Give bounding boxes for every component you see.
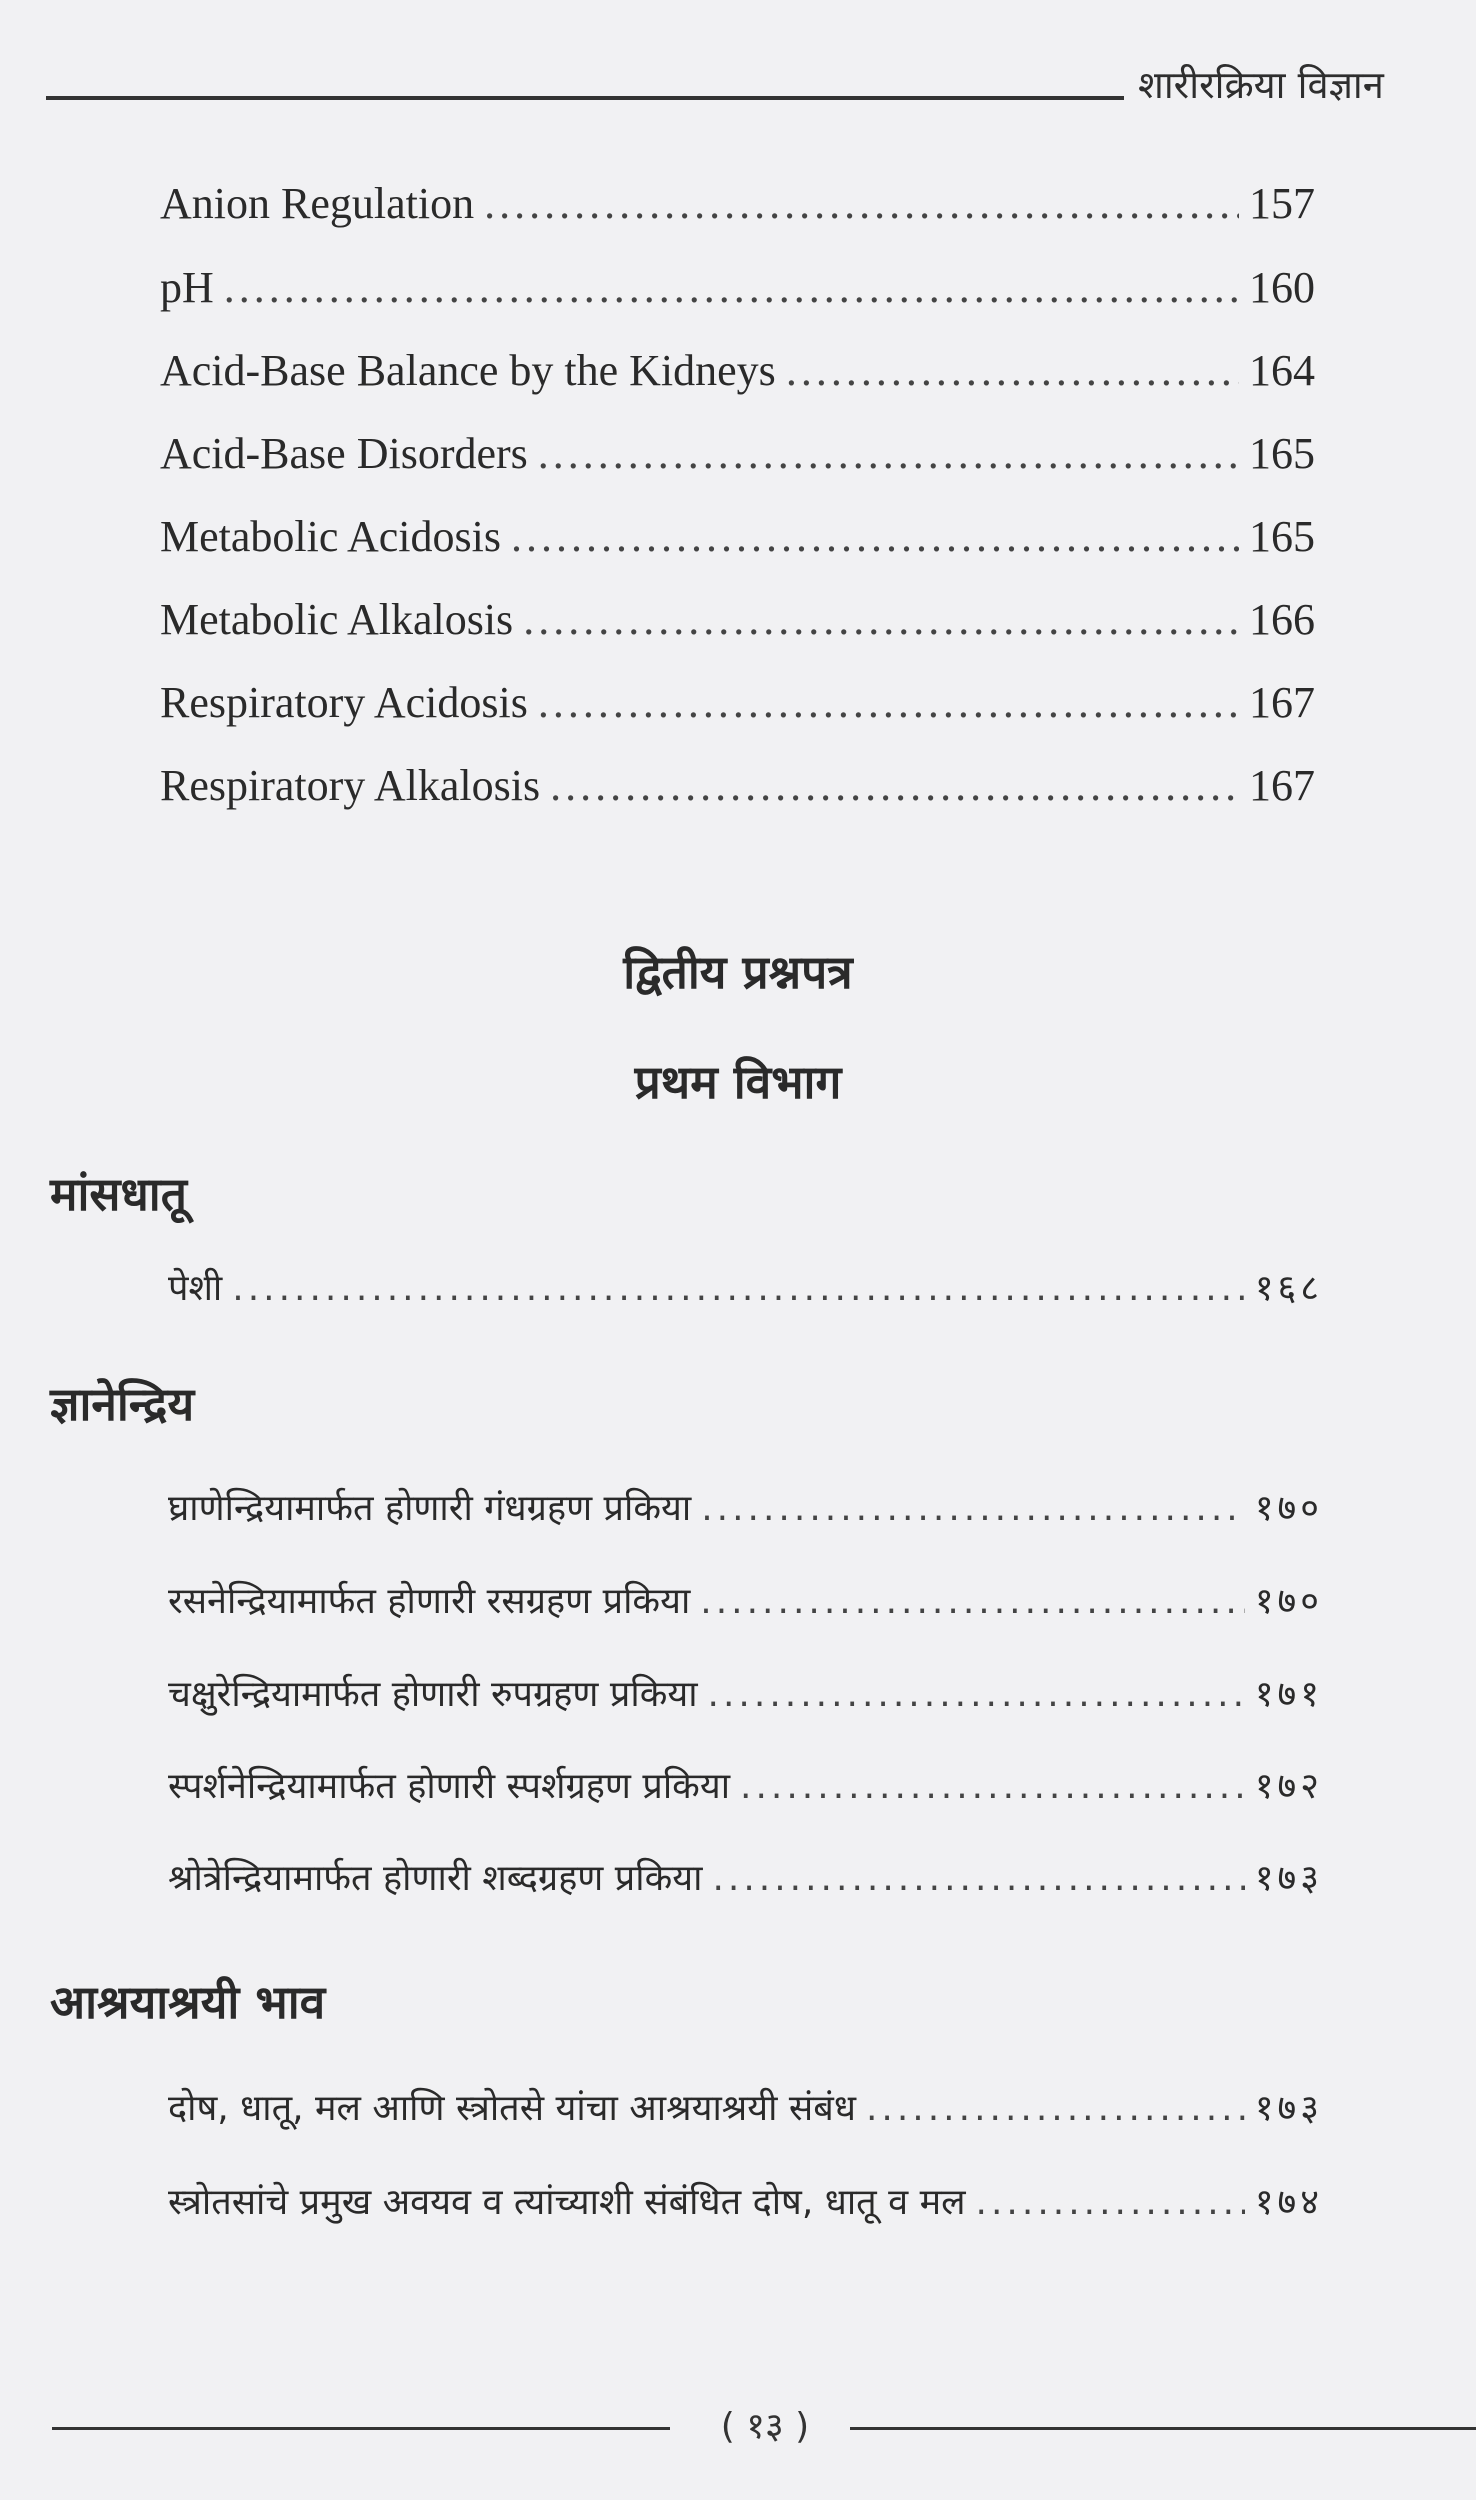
leader-dots xyxy=(712,1858,1244,1899)
toc-entry-metabolic-acidosis[interactable] xyxy=(160,511,1315,562)
toc-entry-chakshurendriya[interactable] xyxy=(168,1668,1323,1717)
toc-entry-page: 164 xyxy=(1249,346,1315,395)
toc-entry-page: १७० xyxy=(1254,1488,1323,1529)
section-heading-ashrayashrayi-bhav: आश्रयाश्रयी भाव xyxy=(50,1975,326,2029)
footer-rule-right xyxy=(850,2427,1476,2430)
leader-dots xyxy=(976,2182,1245,2223)
leader-dots xyxy=(232,1268,1245,1309)
toc-entry-label: Respiratory Acidosis xyxy=(160,678,528,727)
leader-dots xyxy=(550,760,1239,811)
running-header-title: शारीरक्रिया विज्ञान xyxy=(1138,63,1384,107)
part-title: द्वितीय प्रश्नपत्र xyxy=(623,945,853,999)
leader-dots xyxy=(511,511,1239,562)
leader-dots xyxy=(700,1581,1245,1622)
toc-entry-dosha-dhatu-mala-srotas[interactable] xyxy=(168,2082,1323,2131)
leader-dots xyxy=(708,1674,1245,1715)
part-subtitle: प्रथम विभाग xyxy=(634,1055,842,1109)
footer-page-number: ( १३ ) xyxy=(720,2406,810,2447)
toc-entry-respiratory-alkalosis[interactable] xyxy=(160,760,1315,811)
toc-entry-label: घ्राणेन्द्रियामार्फत होणारी गंधग्रहण प्रकिया xyxy=(168,1488,692,1529)
toc-entry-peshi[interactable] xyxy=(168,1262,1323,1311)
toc-entry-label: श्रोत्रेन्द्रियामार्फत होणारी शब्दग्रहण प्रकिया xyxy=(168,1858,703,1899)
toc-entry-label: स्त्रोतसांचे प्रमुख अवयव व त्यांच्याशी संबंधित दोष, धातू व मल xyxy=(168,2182,966,2223)
footer-rule-left xyxy=(52,2427,670,2430)
toc-entry-page: १७२ xyxy=(1254,1766,1323,1807)
toc-entry-page: 167 xyxy=(1249,761,1315,810)
toc-entry-label: Metabolic Alkalosis xyxy=(160,595,514,644)
leader-dots xyxy=(523,594,1239,645)
toc-entry-page: 165 xyxy=(1249,429,1315,478)
toc-entry-metabolic-alkalosis[interactable] xyxy=(160,594,1315,645)
toc-entry-anion-regulation[interactable] xyxy=(160,178,1315,229)
toc-entry-page: १७१ xyxy=(1254,1674,1323,1715)
toc-entry-respiratory-acidosis[interactable] xyxy=(160,677,1315,728)
leader-dots xyxy=(484,178,1239,229)
toc-entry-acid-base-disorders[interactable] xyxy=(160,428,1315,479)
toc-entry-page: 160 xyxy=(1249,263,1315,312)
toc-entry-label: pH xyxy=(160,263,214,312)
toc-entry-page: १७४ xyxy=(1254,2182,1323,2223)
toc-entry-ph[interactable] xyxy=(160,262,1315,313)
leader-dots xyxy=(224,262,1239,313)
toc-entry-page: १७३ xyxy=(1254,2088,1323,2129)
toc-entry-page: १७३ xyxy=(1254,1858,1323,1899)
toc-entry-page: १७० xyxy=(1254,1581,1323,1622)
toc-entry-rasanendriya[interactable] xyxy=(168,1575,1323,1624)
header-rule xyxy=(46,96,1124,100)
toc-entry-sparshanendriya[interactable] xyxy=(168,1760,1323,1809)
section-heading-mamsadhatu: मांसधातू xyxy=(50,1167,187,1221)
toc-entry-label: Acid-Base Balance by the Kidneys xyxy=(160,346,776,395)
leader-dots xyxy=(740,1766,1245,1807)
toc-entry-label: Anion Regulation xyxy=(160,179,475,228)
toc-entry-page: १६८ xyxy=(1254,1268,1323,1309)
toc-entry-ghranendriya[interactable] xyxy=(168,1482,1323,1531)
section-heading-jnanendriya: ज्ञानेन्द्रिय xyxy=(50,1377,195,1431)
toc-entry-label: चक्षुरेन्द्रियामार्फत होणारी रुपग्रहण प्रकिया xyxy=(168,1674,698,1715)
leader-dots xyxy=(866,2088,1245,2129)
toc-entry-label: Acid-Base Disorders xyxy=(160,429,528,478)
toc-entry-acid-base-kidneys[interactable] xyxy=(160,345,1315,396)
toc-entry-label: दोष, धातू, मल आणि स्त्रोतसे यांचा आश्रयाश्रयी संबंध xyxy=(168,2088,856,2129)
toc-entry-shrotrendriya[interactable] xyxy=(168,1852,1323,1901)
leader-dots xyxy=(538,677,1239,728)
toc-entry-page: 167 xyxy=(1249,678,1315,727)
toc-entry-page: 165 xyxy=(1249,512,1315,561)
toc-entry-page: 157 xyxy=(1249,179,1315,228)
toc-entry-srotas-avayava[interactable] xyxy=(168,2176,1323,2225)
toc-entry-label: Respiratory Alkalosis xyxy=(160,761,541,810)
leader-dots xyxy=(701,1488,1245,1529)
toc-entry-label: रसनेन्द्रियामार्फत होणारी रसग्रहण प्रकिया xyxy=(168,1581,691,1622)
toc-entry-label: स्पर्शनेन्द्रियामार्फत होणारी स्पर्शग्रहण प्रकिया xyxy=(168,1766,731,1807)
toc-entry-page: 166 xyxy=(1249,595,1315,644)
leader-dots xyxy=(786,345,1239,396)
leader-dots xyxy=(538,428,1239,479)
toc-entry-label: Metabolic Acidosis xyxy=(160,512,501,561)
toc-entry-label: पेशी xyxy=(168,1268,223,1309)
